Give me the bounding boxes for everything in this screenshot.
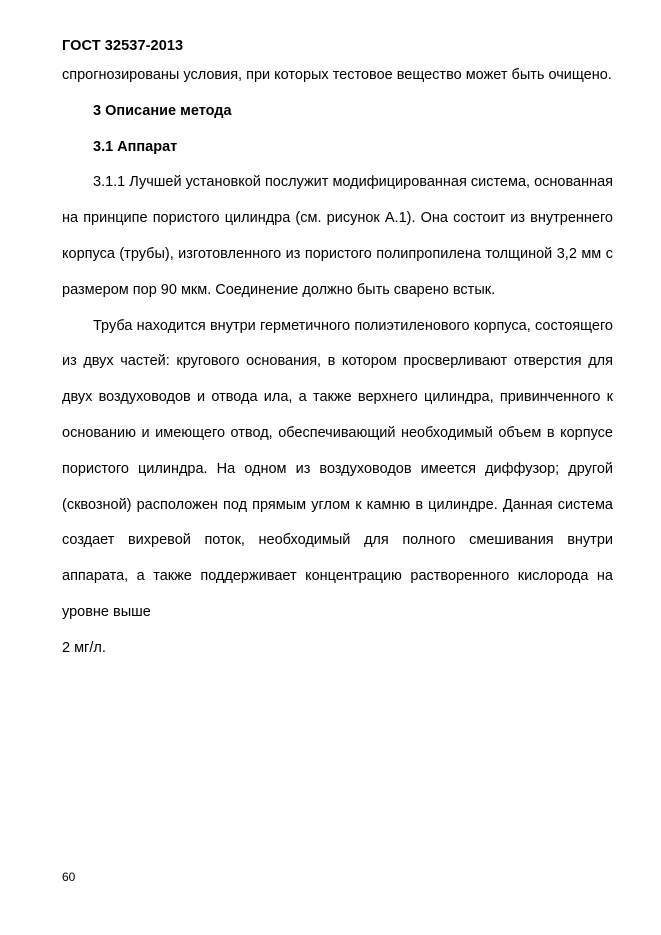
document-header: ГОСТ 32537-2013 <box>62 38 184 54</box>
paragraph-apparatus-description-tail: 2 мг/л. <box>62 639 106 656</box>
subsection-heading: 3.1 Аппарат <box>93 138 178 155</box>
section-heading: 3 Описание метода <box>93 102 232 119</box>
document-body <box>62 58 613 667</box>
page-number: 60 <box>62 870 76 884</box>
paragraph-3-1-1: 3.1.1 Лучшей установкой послужит модифицированная система, основанная на принципе пористого цилиндра (см. рисунок А.1). Она состоит из внутреннего корпуса (трубы), изготовленного из пористого полипропилена толщиной 3,2 мм с размером пор 90 мкм. Соединение должно быть сварено встык. <box>62 174 614 298</box>
paragraph-apparatus-description: Труба находится внутри герметичного полиэтиленового корпуса, состоящего из двух частей: кругового основания, в котором просверливают отверстия для двух воздуховодов и отвода ила, а также верхнего цилиндра, привинченного к основанию и имеющего отвод, обеспечивающий необходимый объем в корпусе пористого цилиндра. На одном из воздуховодов имеется диффузор; другой (сквозной) расположен под прямым углом к камню в цилиндре. Данная система создает вихревой поток, необходимый для полного смешивания внутри аппарата, а также поддерживает концентрацию растворенного кислорода на уровне выше <box>62 317 613 620</box>
intro-continuation-paragraph: спрогнозированы условия, при которых тестовое вещество может быть очищено. <box>62 67 612 83</box>
